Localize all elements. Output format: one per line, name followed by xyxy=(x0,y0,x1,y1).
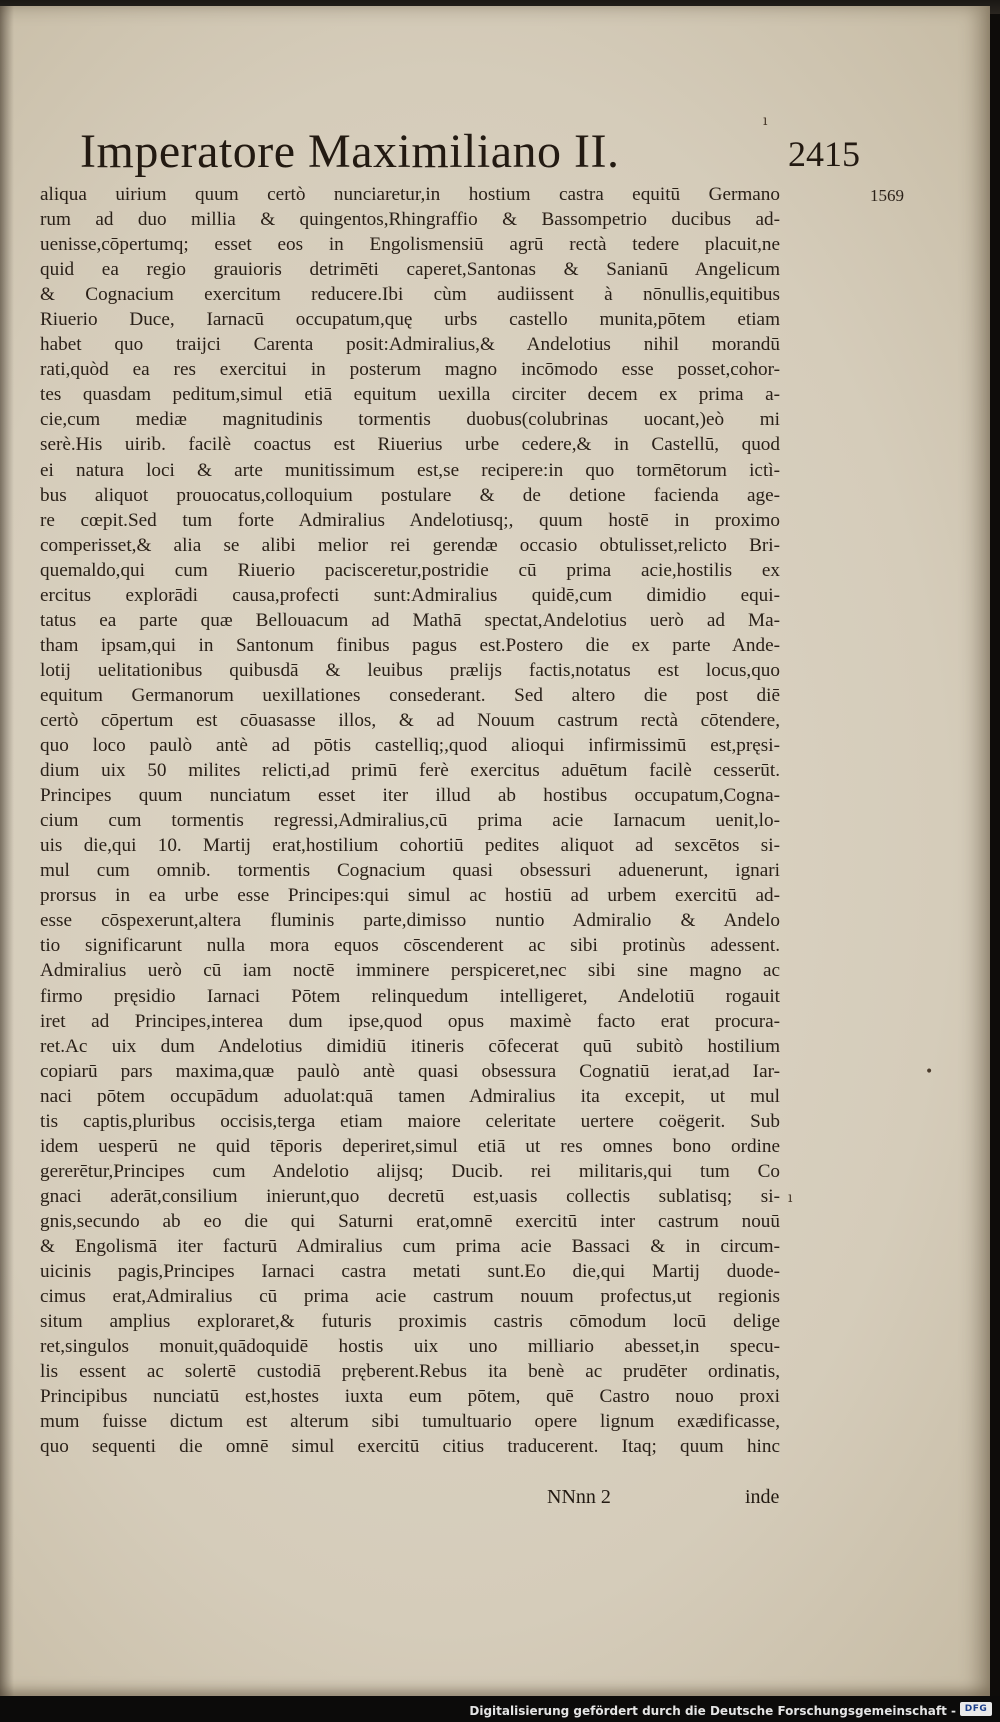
body-text xyxy=(40,182,780,1459)
text-line: uis die,qui 10. Martij erat,hostilium cohortiū pedites aliquot ad sexcētos si- xyxy=(40,835,780,857)
text-line: tes quasdam peditum,simul etiā equitum uexilla circiter decem ex prima a- xyxy=(40,384,780,406)
text-line: tis captis,pluribus occisis,terga etiam maiore celeritate uertere coëgerit. Sub xyxy=(40,1110,780,1132)
text-line: uenisse,cōpertumq; esset eos in Engolismensiū agrū rectà tedere placuit,ne xyxy=(40,234,780,256)
text-line: bus aliquot prouocatus,colloquium postulare & de detione facienda age- xyxy=(40,484,780,506)
book-page xyxy=(0,6,990,1696)
dfg-logo-icon: DFG xyxy=(960,1702,992,1716)
text-line: Admiralius uerò cū iam noctē imminere perspiceret,nec sibi sine magno ac xyxy=(40,960,780,982)
signature-mark: NNnn 2 xyxy=(547,1486,611,1508)
text-line: cium cum tormentis regressi,Admiralius,cū prima acie Iarnacum uenit,lo- xyxy=(40,810,780,832)
catchword: inde xyxy=(745,1486,780,1508)
text-line: Principibus nunciatū est,hostes iuxta eum pōtem, quē Castro nouo proxi xyxy=(40,1386,780,1408)
text-line: firmo pręsidio Iarnaci Pōtem relinquedum intelligeret, Andelotiū rogauit xyxy=(40,985,780,1007)
text-line: iret ad Principes,interea dum ipse,quod opus maximè facto erat procura- xyxy=(40,1010,780,1032)
ink-speck: ı xyxy=(788,1190,793,1206)
text-line: dium uix 50 milites relicti,ad primū ferè exercitus aduētum facilè cesserūt. xyxy=(40,760,780,782)
running-title: Imperatore Maximiliano II. xyxy=(80,125,620,178)
text-line: certò cōpertum est cōuasasse illos, & ad Nouum castrum rectà cōtendere, xyxy=(40,709,780,731)
text-line: tio significarunt nulla mora equos cōscenderent ac sibi protinùs adessent. xyxy=(40,935,780,957)
text-line: Principes quum nunciatum esset iter illud ab hostibus occupatum,Cogna- xyxy=(40,785,780,807)
text-line: quo sequenti die omnē simul exercitū citius traducerent. Itaq; quum hinc xyxy=(40,1436,780,1458)
text-line: tatus ea parte quæ Bellouacum ad Mathā spectat,Andelotius uerò ad Ma- xyxy=(40,609,780,631)
text-line: cie,cum mediæ magnitudinis tormentis duobus(colubrinas uocant,)eò mi xyxy=(40,409,780,431)
text-line: ercitus explorādi causa,profecti sunt:Admiralius quidē,cum dimidio equi- xyxy=(40,584,780,606)
text-line: aliqua uirium quum certò nunciaretur,in hostium castra equitū Germano xyxy=(40,184,780,205)
ink-speck: • xyxy=(925,1064,934,1080)
digitization-footer xyxy=(0,1696,1000,1722)
text-line: prorsus in ea urbe esse Principes:qui simul ac hostiū ad urbem exercitū ad- xyxy=(40,885,780,907)
text-line: Riuerio Duce, Iarnacū occupatum,quę urbs castello munita,pōtem etiam xyxy=(40,309,780,331)
text-line: rum ad duo millia & quingentos,Rhingraffio & Bassompetrio ducibus ad- xyxy=(40,209,780,231)
text-line: ret.Ac uix dum Andelotius dimidiū itineris cōfecerat quū subitò hostilium xyxy=(40,1035,780,1057)
text-line: gererētur,Principes cum Andelotio alijsq; Ducib. rei militaris,qui tum Co xyxy=(40,1160,780,1182)
text-line: tham ipsam,qui in Santonum finibus pagus est.Postero die ex parte Ande- xyxy=(40,634,780,656)
text-line: serè.His uirib. facilè coactus est Riuerius urbe cedere,& in Castellū, quod xyxy=(40,434,780,456)
text-line: mum fuisse dictum est alterum sibi tumultuario opere lignum exædificasse, xyxy=(40,1411,780,1433)
margin-year-note: 1569 xyxy=(870,186,904,205)
text-line: comperisset,& alia se alibi melior rei gerendæ occasio obtulisset,relicto Bri- xyxy=(40,534,780,556)
footer-credit: Digitalisierung gefördert durch die Deutsche Forschungsgemeinschaft - xyxy=(469,1704,956,1718)
text-line: copiarū pars maxima,quæ paulò antè quasi obsessura Cognatiū ierat,ad Iar- xyxy=(40,1060,780,1082)
page-number: 2415 xyxy=(788,134,860,174)
text-line: gnis,secundo ab eo die qui Saturni erat,omnē exercitū inter castrum nouū xyxy=(40,1210,780,1232)
text-line: situm amplius exploraret,& futuris proximis castris cōmodum locū delige xyxy=(40,1311,780,1333)
text-line: quo loco paulò antè ad pōtis castelliq;,quod alioqui infirmissimū est,pręsi- xyxy=(40,735,780,757)
page-header xyxy=(80,122,860,184)
text-line: habet quo traijci Carenta posit:Admiralius,& Andelotius nihil morandū xyxy=(40,334,780,356)
text-line: esse cōspexerunt,altera fluminis parte,dimisso nuntio Admiralio & Andelo xyxy=(40,910,780,932)
text-line: mul cum omnib. tormentis Cognacium quasi obsessuri aduenerunt, ignari xyxy=(40,860,780,882)
text-line: rati,quòd ea res exercitui in posterum magno incōmodo esse posset,cohor- xyxy=(40,359,780,381)
text-line: equitum Germanorum uexillationes consederant. Sed altero die post diē xyxy=(40,684,780,706)
text-line: ret,singulos monuit,quādoquidē hostis uix uno milliario abesset,in specu- xyxy=(40,1336,780,1358)
text-line: ei natura loci & arte munitissimum est,se recipere:in quo tormētorum ictì- xyxy=(40,459,780,481)
text-line: & Cognacium exercitum reducere.Ibi cùm audiissent à nōnullis,equitibus xyxy=(40,284,780,306)
text-line: lis essent ac solertē custodiā pręberent.Rebus ita benè ac prudēter ordinatis, xyxy=(40,1361,780,1383)
text-line: uicinis pagis,Principes Iarnaci castra metati sunt.Eo die,qui Martij duode- xyxy=(40,1261,780,1283)
ink-speck: ı xyxy=(763,113,768,129)
text-line: cimus erat,Admiralius cū prima acie castrum nouum profectus,ut regionis xyxy=(40,1286,780,1308)
text-line: idem uesperū ne quid tēporis deperiret,simul etiā ut res omnes bono ordine xyxy=(40,1135,780,1157)
text-line: lotij uelitationibus quibusdā & leuibus prælijs factis,notatus est locus,quo xyxy=(40,659,780,681)
text-line: quemaldo,qui cum Riuerio pacisceretur,postridie cū prima acie,hostilis ex xyxy=(40,559,780,581)
text-line: gnaci aderāt,consilium inierunt,quo decretū est,uasis collectis sublatisq; si- xyxy=(40,1185,780,1207)
text-line: quid ea regio grauioris detrimēti caperet,Santonas & Sanianū Angelicum xyxy=(40,259,780,281)
text-line: naci pōtem occupādum aduolat:quā tamen Admiralius ita excepit, ut mul xyxy=(40,1085,780,1107)
text-line: re cœpit.Sed tum forte Admiralius Andelotiusq;, quum hostē in proximo xyxy=(40,509,780,531)
text-line: & Engolismā iter facturū Admiralius cum prima acie Bassaci & in circum- xyxy=(40,1235,780,1257)
